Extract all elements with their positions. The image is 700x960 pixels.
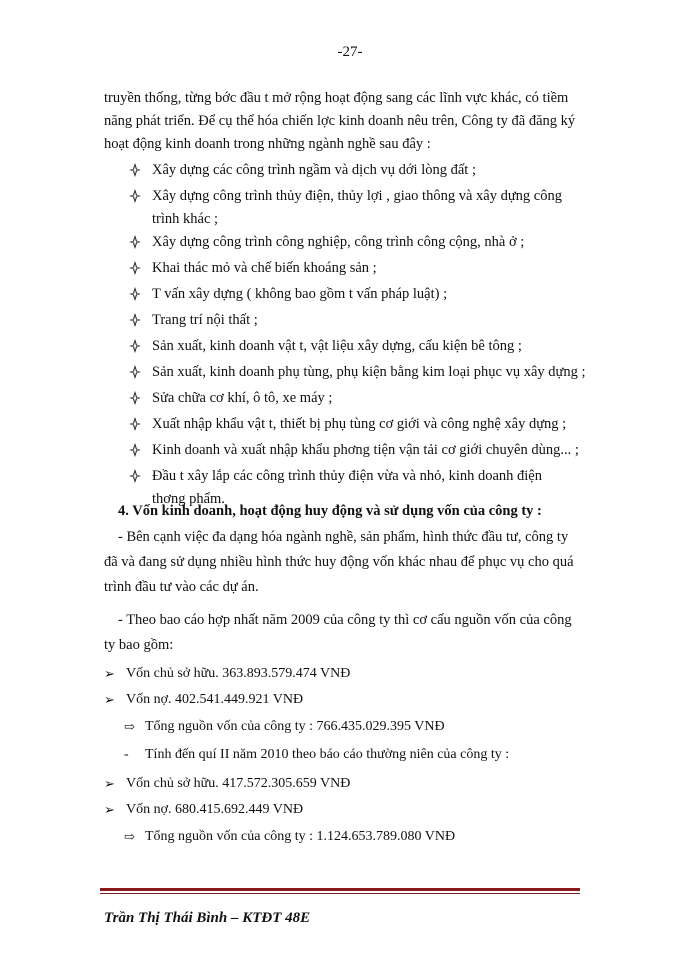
para2-line: ty bao gồm: [104,637,174,653]
intro-line: truyền thống, từng bớc đầu t mở rộng hoạt động sang các lĩnh vực khác, có tiềm [104,90,569,106]
footer-author: Trần Thị Thái Bình – KTĐT 48E [104,910,311,926]
business-line-item: Kinh doanh và xuất nhập khẩu phơng tiện vận tải cơ giới chuyên dùng... ; [152,442,579,458]
dash-bullet: - [124,747,129,762]
arrowhead-icon: ➢ [104,692,115,707]
para2-line: - Theo bao cáo hợp nhất năm 2009 của công ty thì cơ cấu nguồn vốn của công [118,612,572,628]
total-2010: Tổng nguồn vốn của công ty : 1.124.653.789.080 VNĐ [145,829,456,844]
diamond-bullet-icon [128,188,142,204]
diamond-bullet-icon [128,442,142,458]
diamond-bullet-icon [128,390,142,406]
business-line-item: trình khác ; [152,211,219,227]
business-line-item: thơng phẩm. [152,491,225,507]
arrowhead-icon: ➢ [104,666,115,681]
business-line-item: Sản xuất, kinh doanh phụ tùng, phụ kiện bằng kim loại phục vụ xây dựng ; [152,364,586,380]
business-line-item: Xây dựng công trình công nghiệp, công trình công cộng, nhà ở ; [152,234,525,250]
business-line-item: Xuất nhập khẩu vật t, thiết bị phụ tùng cơ giới và công nghệ xây dựng ; [152,416,567,432]
section-heading: 4. Vốn kinh doanh, hoạt động huy động và sử dụng vốn của công ty : [118,503,542,519]
page-number: -27- [337,44,363,60]
diamond-bullet-icon [128,416,142,432]
diamond-bullet-icon [128,364,142,380]
hollow-arrow-icon: ⇨ [124,829,135,844]
diamond-bullet-icon [128,162,142,178]
diamond-bullet-icon [128,468,142,484]
hollow-arrow-icon: ⇨ [124,719,135,734]
business-line-item: Sửa chữa cơ khí, ô tô, xe máy ; [152,390,333,406]
business-line-item: Trang trí nội thất ; [152,312,258,328]
equity-2010: Vốn chủ sở hữu. 417.572.305.659 VNĐ [126,776,351,791]
para1-line: đã và đang sử dụng nhiều hình thức huy động vốn khác nhau để phục vụ cho quá [104,554,574,570]
business-line-item: Xây dựng công trình thủy điện, thủy lợi , giao thông và xây dựng công [152,188,562,204]
para1-line: trình đầu tư vào các dự án. [104,579,259,595]
footer-rule-thin [100,893,580,894]
debt-2010: Vốn nợ. 680.415.692.449 VNĐ [126,802,304,817]
arrowhead-icon: ➢ [104,802,115,817]
business-line-item: Sản xuất, kinh doanh vật t, vật liệu xây dựng, cấu kiện bê tông ; [152,338,522,354]
diamond-bullet-icon [128,312,142,328]
q2-note: Tính đến quí II năm 2010 theo báo cáo thường niên của công ty : [145,747,510,762]
diamond-bullet-icon [128,338,142,354]
intro-line: năng phát triển. Để cụ thể hóa chiến lợc kinh doanh nêu trên, Công ty đã đăng ký [104,113,576,129]
arrowhead-icon: ➢ [104,776,115,791]
equity-2009: Vốn chủ sở hữu. 363.893.579.474 VNĐ [126,666,351,681]
business-line-item: Đầu t xây lắp các công trình thủy điện vừa và nhỏ, kinh doanh điện [152,468,542,484]
debt-2009: Vốn nợ. 402.541.449.921 VNĐ [126,692,304,707]
business-line-item: T vấn xây dựng ( không bao gồm t vấn pháp luật) ; [152,286,448,302]
intro-line: hoạt động kinh doanh trong những ngành nghề sau đây : [104,136,431,152]
diamond-bullet-icon [128,234,142,250]
para1-line: - Bên cạnh việc đa dạng hóa ngành nghề, sản phẩm, hình thức đầu tư, công ty [118,529,569,545]
business-line-item: Khai thác mỏ và chế biến khoáng sản ; [152,260,377,276]
footer-rule-thick [100,888,580,891]
diamond-bullet-icon [128,260,142,276]
business-line-item: Xây dựng các công trình ngầm và dịch vụ dới lòng đất ; [152,162,476,178]
total-2009: Tổng nguồn vốn của công ty : 766.435.029.395 VNĐ [145,719,445,734]
diamond-bullet-icon [128,286,142,302]
